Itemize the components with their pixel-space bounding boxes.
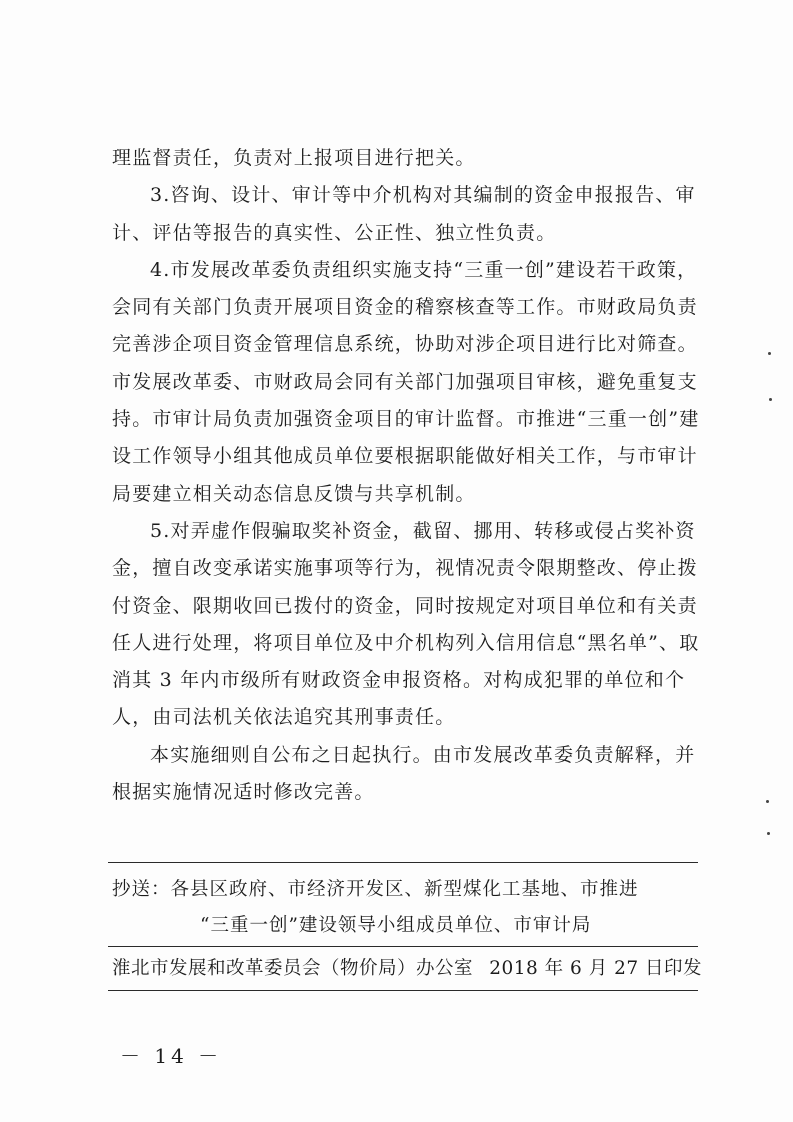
cc-block	[112, 872, 702, 944]
footer-rule-bottom	[108, 990, 698, 991]
footer-rule-top	[108, 862, 698, 863]
issuer-line	[112, 951, 702, 987]
scan-speck	[768, 352, 771, 355]
paragraph-item-3: 3.咨询、设计、审计等中介机构对其编制的资金申报报告、审计、评估等报告的真实性、公正性、独立性负责。	[112, 184, 696, 244]
body-text	[112, 140, 702, 811]
paragraph-effective-clause: 本实施细则自公布之日起执行。由市发展改革委负责解释，并根据实施情况适时修改完善。	[112, 743, 696, 804]
scan-speck	[767, 832, 770, 835]
paragraph-item-4: 4.市发展改革委负责组织实施支持“三重一创”建设若干政策，会同有关部门负责开展项目资金的稽察核查等工作。市财政局负责完善涉企项目资金管理信息系统，协助对涉企项目进行比对筛查。市发展改革委、市财政局会同有关部门加强项目审核，避免重复支持。市审计局负责加强资金项目的审计监督。市推进“三重一创”建设工作领导小组其他成员单位要根据职能做好相关工作，与市审计局要建立相关动态信息反馈与共享机制。	[112, 258, 700, 505]
cc-line-1: 抄送：各县区政府、市经济开发区、新型煤化工基地、市推进	[112, 879, 639, 900]
page-number: － 14 －	[120, 1044, 223, 1068]
footer-rule-middle	[108, 946, 698, 947]
cc-line-2: “三重一创”建设领导小组成员单位、市审计局	[200, 915, 592, 936]
scan-speck	[766, 800, 769, 803]
issuer-office: 淮北市发展和改革委员会（物价局）办公室	[112, 958, 474, 979]
paragraph-item-5: 5.对弄虚作假骗取奖补资金，截留、挪用、转移或侵占奖补资金，擅自改变承诺实施事项等行为，视情况责令限期整改、停止拨付资金、限期收回已拨付的资金，同时按规定对项目单位和有关责任人进行处理，将项目单位及中介机构列入信用信息“黑名单”、取消其 3 年内市级所有财政资金申报资格。对构成犯罪的单位和个人，由司法机关依法追究其刑事责任。	[112, 519, 700, 729]
scan-speck	[769, 398, 772, 401]
paragraph-continuation: 理监督责任，负责对上报项目进行把关。	[112, 147, 476, 169]
issue-date: 2018 年 6 月 27 日印发	[489, 958, 702, 979]
